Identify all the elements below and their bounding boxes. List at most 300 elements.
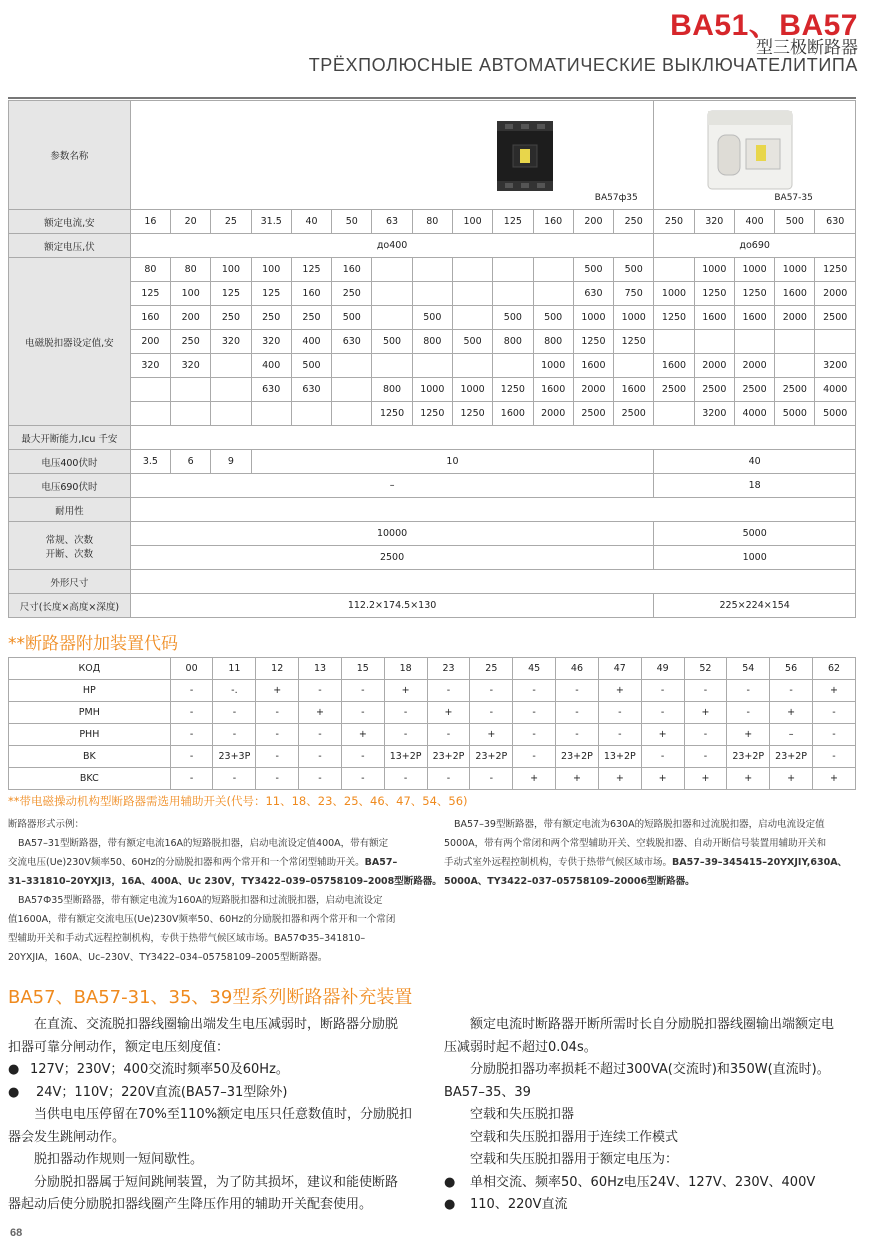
supp-line: 110、220V直流 [470,1197,568,1212]
current-value: 40 [291,210,331,234]
photo-cell-ba57-35 [654,101,856,210]
supp-line: 在直流、交流脱扣器线圈输出端发生电压减弱时，断路器分励脱 [34,1017,399,1032]
codes-row [9,746,856,768]
code-cell: - [513,680,556,702]
supp-line: 额定电流时断路器开断所需时长自分励脱扣器线圈输出端额定电 [470,1017,835,1032]
v400-value: 9 [211,450,251,474]
supp-line: 分励脱扣器属于短间跳闸装置，为了防其损坏，建议和能使断路 [34,1174,399,1190]
code-cell: - [427,724,470,746]
icu-row [9,426,856,450]
code-header-cell: 54 [727,658,770,680]
trip-value: 1600 [614,378,654,402]
bullet-icon: ● [8,1084,20,1100]
trip-value [211,354,251,378]
trip-value: 80 [171,258,211,282]
spec-table [8,100,856,618]
supp-line: 扣器可靠分闸动作，额定电压刻度值： [8,1039,230,1055]
codes-row [9,680,856,702]
supp-line: 当供电电压停留在70%至110%额定电压只任意数值时，分励脱扣 [34,1107,413,1122]
example-title: 断路器形式示例： [8,819,85,830]
code-cell: + [513,768,556,790]
code-header-cell: 25 [470,658,513,680]
dimensions-label: 外形尺寸 [9,570,131,594]
current-value: 16 [130,210,170,234]
code-cell: 23+2P [556,746,599,768]
trip-setting-label: 电磁脱扣器设定值,安 [9,258,131,426]
trip-value: 100 [171,282,211,306]
trip-value: 1600 [694,306,734,330]
supplement-left [8,1014,443,1217]
trip-value: 2000 [775,306,815,330]
code-cell: + [427,702,470,724]
example-line: 31–331810–20YXJI3，16A、400A、Uc 230V，TY3422–039–05758109–2008型断路器。 [8,876,442,887]
trip-value: 500 [493,306,533,330]
trip-value: 200 [171,306,211,330]
trip-value [372,306,412,330]
durability-empty [130,498,855,522]
code-header-cell: 47 [598,658,641,680]
trip-value [372,282,412,306]
supplement-right [444,1014,864,1217]
code-cell: - [384,768,427,790]
operations-label-line: 开断、次数 [45,548,94,560]
trip-value: 250 [171,330,211,354]
trip-value: 320 [251,330,291,354]
v400-value: 6 [171,450,211,474]
trip-value [130,378,170,402]
trip-row [9,378,856,402]
supp-line: 压减弱时起不超过0.04s。 [444,1039,597,1055]
code-header-cell: 45 [513,658,556,680]
code-cell: - [427,680,470,702]
trip-value [533,258,573,282]
code-cell: - [213,702,256,724]
trip-value: 800 [493,330,533,354]
trip-value: 2500 [734,378,774,402]
code-header-cell: 18 [384,658,427,680]
trip-value: 250 [251,306,291,330]
code-header-cell: 11 [213,658,256,680]
example-code: BA57–39–345415–20YXJIY,630A、 [672,857,848,868]
v400-value: 3.5 [130,450,170,474]
current-value: 20 [171,210,211,234]
size-row [9,594,856,618]
code-cell: - [513,746,556,768]
code-header-cell: 23 [427,658,470,680]
trip-value: 1600 [734,306,774,330]
supp-line: 空载和失压脱扣器 [470,1107,575,1122]
example-line: BA57Ф35型断路器，带有额定电流为160A的短路脱扣器和过流脱扣器，启动电流设定 [18,895,383,906]
trip-value: 2500 [654,378,694,402]
example-line [444,853,864,872]
code-cell: - [470,680,513,702]
trip-value [614,354,654,378]
v690-value: – [130,474,654,498]
page-subtitle-ru: ТРЁХПОЛЮСНЫЕ АВТОМАТИЧЕСКИЕ ВЫКЛЮЧАТЕЛИТИПА [308,55,858,75]
trip-value: 1000 [452,378,492,402]
code-cell: - [170,680,213,702]
code-cell: + [770,702,813,724]
code-cell: 13+2P [384,746,427,768]
trip-value: 500 [452,330,492,354]
trip-value: 500 [614,258,654,282]
trip-value: 5000 [775,402,815,426]
trip-value [130,402,170,426]
trip-value: 1250 [694,282,734,306]
current-value: 100 [452,210,492,234]
code-cell: - [641,746,684,768]
code-row-label: BK [9,746,171,768]
code-cell: - [213,724,256,746]
code-cell: 23+2P [770,746,813,768]
trip-value [171,402,211,426]
size-value: 112.2×174.5×130 [130,594,654,618]
trip-value [211,402,251,426]
trip-row [9,282,856,306]
trip-value [452,282,492,306]
code-cell: + [384,680,427,702]
current-value: 200 [573,210,613,234]
code-row-label: HP [9,680,171,702]
example-text: 手动式室外远程控制机构，专供于热带气候区域市场。 [444,857,673,868]
code-cell: - [384,702,427,724]
code-cell: - [299,768,342,790]
current-value: 25 [211,210,251,234]
v690-row [9,474,856,498]
page-subtitle-cn: 型三极断路器 [756,38,858,58]
trip-value: 320 [171,354,211,378]
code-cell: - [256,746,299,768]
trip-value: 1000 [412,378,452,402]
trip-value [452,306,492,330]
trip-value: 400 [251,354,291,378]
example-line: BA57–39型断路器，带有额定电流为630A的短路脱扣器和过流脱扣器，启动电流设定值 [454,819,825,830]
trip-value: 2000 [694,354,734,378]
trip-value: 1250 [493,378,533,402]
example-line [8,853,448,872]
trip-value: 500 [372,330,412,354]
trip-value [332,354,372,378]
example-line: BA57–31型断路器，带有额定电流16A的短路脱扣器，启动电流设定值400A，带有额定 [18,838,389,849]
code-cell: + [341,724,384,746]
trip-value: 1000 [734,258,774,282]
trip-value [372,258,412,282]
rated-voltage-left: до400 [130,234,654,258]
example-code: BA57– [364,857,398,868]
trip-value: 2500 [694,378,734,402]
v690-label: 电压690伏时 [9,474,131,498]
trip-value: 630 [332,330,372,354]
supplement-heading: BA57、BA57-31、35、39型系列断路器补充装置 [8,987,413,1008]
code-cell: - [556,702,599,724]
code-cell: + [770,768,813,790]
param-name-label: 参数名称 [9,101,131,210]
icu-empty [130,426,855,450]
trip-value: 2000 [815,282,856,306]
supp-bullet-item [8,1059,443,1082]
operations-label-line: 常规、次数 [45,534,94,546]
trip-value [332,402,372,426]
code-cell: - [170,702,213,724]
trip-value: 125 [251,282,291,306]
code-cell: - [341,746,384,768]
trip-value [493,258,533,282]
trip-value: 2000 [573,378,613,402]
code-header-cell: 15 [341,658,384,680]
current-value: 630 [815,210,856,234]
trip-value [171,378,211,402]
trip-value: 500 [573,258,613,282]
trip-value: 1250 [815,258,856,282]
supp-line: 127V；230V；400交流时频率50及60Hz。 [30,1062,289,1077]
code-cell: + [684,702,727,724]
code-row-label: PMH [9,702,171,724]
v400-value: 40 [654,450,856,474]
code-cell: + [813,768,856,790]
durability-label: 耐用性 [9,498,131,522]
trip-value [775,354,815,378]
trip-value: 800 [412,330,452,354]
trip-value [412,258,452,282]
trip-value: 1250 [412,402,452,426]
current-value: 320 [694,210,734,234]
trip-value: 125 [130,282,170,306]
codes-heading: **断路器附加装置代码 [8,634,178,654]
code-cell: + [684,768,727,790]
code-cell: - [684,680,727,702]
trip-value: 2500 [815,306,856,330]
trip-value: 1250 [452,402,492,426]
trip-value: 160 [291,282,331,306]
code-cell: - [513,702,556,724]
code-cell: - [299,680,342,702]
operations-value: 2500 [130,546,654,570]
code-cell: + [727,724,770,746]
trip-value [533,282,573,306]
rated-voltage-right: до690 [654,234,856,258]
bullet-icon: ● [444,1174,456,1190]
code-cell: - [470,702,513,724]
current-value: 80 [412,210,452,234]
example-line: 值1600A，带有额定交流电压(Ue)230V频率50、60Hz的分励脱扣器和两个常开和一个常闭 [8,914,396,925]
code-cell: - [256,768,299,790]
v400-value: 10 [251,450,654,474]
code-cell: + [641,768,684,790]
trip-value: 100 [251,258,291,282]
trip-value: 400 [291,330,331,354]
code-header-cell: 62 [813,658,856,680]
code-header-cell: 46 [556,658,599,680]
supp-line: 器起动后使分励脱扣器线圈产生降压作用的辅助开关配套使用。 [8,1197,373,1212]
supp-line: 分励脱扣器功率损耗不超过300VA(交流时)和350W(直流时)。 [470,1062,830,1077]
trip-value: 250 [211,306,251,330]
trip-value: 1000 [614,306,654,330]
code-cell: - [684,724,727,746]
trip-value: 200 [130,330,170,354]
current-value: 250 [614,210,654,234]
bullet-icon: ● [444,1197,456,1212]
trip-value: 500 [533,306,573,330]
code-cell: - [641,702,684,724]
code-cell: - [299,746,342,768]
codes-row [9,724,856,746]
code-cell: - [727,702,770,724]
trip-value: 2500 [775,378,815,402]
code-cell: - [556,680,599,702]
supp-bullet-item [444,1172,864,1195]
code-cell: + [299,702,342,724]
trip-value [291,402,331,426]
trip-value: 1250 [573,330,613,354]
code-header-cell: КОД [9,658,171,680]
trip-value: 1250 [654,306,694,330]
trip-value: 160 [332,258,372,282]
trip-value: 800 [372,378,412,402]
trip-value [412,354,452,378]
trip-value: 2500 [573,402,613,426]
rated-current-label: 额定电流,安 [9,210,131,234]
size-label: 尺寸(长度×高度×深度) [9,594,131,618]
code-cell: - [213,768,256,790]
trip-value [251,402,291,426]
trip-value: 630 [291,378,331,402]
code-cell: 13+2P [598,746,641,768]
example-line: 5000A、TY3422–037–05758109–20006型断路器。 [444,876,695,887]
trip-value [493,282,533,306]
trip-value: 500 [291,354,331,378]
current-value: 250 [654,210,694,234]
example-line: 20YXJIA，160A、Uc–230V、TY3422–034–05758109–2005型断路器。 [8,952,328,963]
trip-value: 1000 [573,306,613,330]
v400-row [9,450,856,474]
trip-value [412,282,452,306]
trip-value: 320 [211,330,251,354]
codes-row [9,702,856,724]
ops-row [9,546,856,570]
code-cell: + [641,724,684,746]
v690-value: 18 [654,474,856,498]
trip-value: 630 [251,378,291,402]
trip-value: 4000 [815,378,856,402]
code-header-cell: 49 [641,658,684,680]
code-cell: - [256,702,299,724]
code-header-cell: 56 [770,658,813,680]
trip-value: 1000 [775,258,815,282]
trip-value: 500 [412,306,452,330]
trip-value: 125 [291,258,331,282]
dimensions-empty [130,570,855,594]
photo-caption-ba57f35: BA57ф35 [594,193,638,203]
trip-value: 1600 [533,378,573,402]
trip-value [654,258,694,282]
rated-voltage-label: 额定电压,伏 [9,234,131,258]
code-cell: - [299,724,342,746]
code-cell: - [598,702,641,724]
trip-value [815,330,856,354]
trip-value [372,354,412,378]
trip-value [452,258,492,282]
code-cell: -. [213,680,256,702]
supp-line: 单相交流、频率50、60Hz电压24V、127V、230V、400V [470,1174,816,1190]
current-value: 31.5 [251,210,291,234]
supp-line: 空载和失压脱扣器用于额定电压为： [470,1152,679,1167]
trip-value [775,330,815,354]
page-title: BA51、BA57 [670,9,858,42]
code-cell: - [598,724,641,746]
code-cell: - [684,746,727,768]
code-cell: + [556,768,599,790]
code-cell: - [341,768,384,790]
current-value: 125 [493,210,533,234]
trip-value: 3200 [815,354,856,378]
code-cell: + [727,768,770,790]
operations-label [9,522,131,570]
trip-value: 800 [533,330,573,354]
trip-value: 320 [130,354,170,378]
dims-row [9,570,856,594]
code-cell: 23+3P [213,746,256,768]
code-cell: 23+2P [470,746,513,768]
trip-row [9,402,856,426]
supp-line: 器会发生跳闸动作。 [8,1129,126,1145]
code-cell: - [813,746,856,768]
code-cell: - [470,768,513,790]
trip-value [734,330,774,354]
code-cell: - [770,680,813,702]
trip-value: 1250 [372,402,412,426]
supp-line: 空载和失压脱扣器用于连续工作模式 [470,1129,679,1145]
ops-row [9,522,856,546]
supp-bullet-item [8,1082,443,1105]
trip-value: 5000 [815,402,856,426]
code-cell: - [556,724,599,746]
code-cell: - [427,768,470,790]
example-text: 交流电压(Ue)230V频率50、60Hz的分励脱扣器和两个常开和一个常闭型辅助开关。 [8,857,365,868]
trip-value: 2000 [734,354,774,378]
supp-line: 脱扣器动作规则一短间歇性。 [34,1152,204,1167]
trip-row [9,258,856,282]
trip-value: 1600 [654,354,694,378]
code-row-label: PHH [9,724,171,746]
codes-row [9,768,856,790]
code-cell: - [170,746,213,768]
trip-value: 3200 [694,402,734,426]
trip-value [694,330,734,354]
trip-value: 750 [614,282,654,306]
code-cell: + [598,768,641,790]
code-header-cell: 52 [684,658,727,680]
current-value: 160 [533,210,573,234]
breaker-photo-black [491,115,561,195]
trip-value [211,378,251,402]
code-cell: - [341,680,384,702]
trip-value: 250 [332,282,372,306]
trip-value [493,354,533,378]
trip-row [9,330,856,354]
codes-header-row [9,658,856,680]
trip-value: 1000 [654,282,694,306]
breaker-photo-white [702,107,798,193]
code-cell: - [813,702,856,724]
examples-right [444,815,864,891]
bullet-icon: ● [8,1062,20,1077]
examples-left [8,815,448,967]
code-cell: + [598,680,641,702]
photo-cell-ba57f35 [130,101,654,210]
trip-value [332,378,372,402]
example-line: 5000A，带有两个常闭和两个常型辅助开关、空载脱扣器、自动开断信号装置用辅助开关和 [444,838,827,849]
trip-value: 1250 [734,282,774,306]
